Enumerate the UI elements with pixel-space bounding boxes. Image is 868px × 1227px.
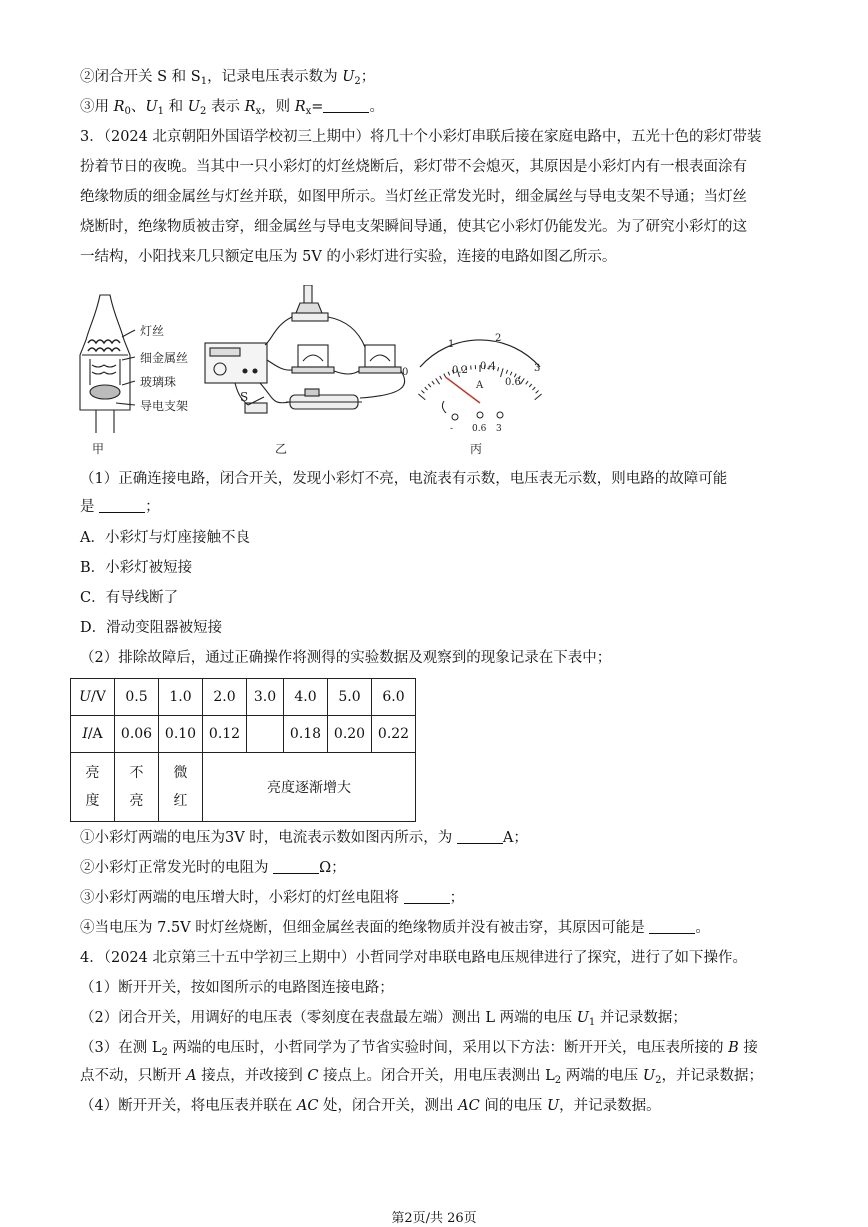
table-cell: 5.0 [328, 679, 372, 716]
dial-tick [520, 378, 524, 384]
dial-tick [428, 384, 431, 387]
option-d: D．滑动变阻器被短接 [80, 620, 223, 636]
option-b: B．小彩灯被短接 [80, 560, 193, 576]
dial-tick [526, 381, 528, 384]
data-table [70, 678, 416, 822]
table-row-brightness [71, 753, 416, 822]
q3-text-line-2: 扮着节日的夜晚。当其中一只小彩灯的灯丝烧断后，彩灯带不会熄灭，其原因是小彩灯内有一根表面涂有 [80, 159, 747, 175]
dial-tick [418, 394, 425, 400]
ammeter-needle [446, 377, 480, 403]
caption-a: 甲 [92, 442, 105, 456]
answer-line-3: ③小彩灯两端的电压增大时，小彩灯的灯丝电阻将 ； [80, 890, 465, 906]
answer-blank [273, 859, 319, 874]
q3-text-line-5: 一结构，小阳找来几只额定电压为 5V 的小彩灯进行实验，连接的电路如图乙所示。 [80, 249, 617, 265]
q3-text-line-3: 绝缘物质的细金属丝与灯丝并联，如图甲所示。当灯丝正常发光时，细金属丝与导电支架不导通；当灯丝 [80, 189, 747, 205]
q3-sub1-line2: 是 ； [80, 499, 160, 515]
label-filament: 灯丝 [140, 324, 165, 338]
step-2-line: ②闭合开关 S 和 $S_1$，记录电压表示数为 $U_2$； [80, 69, 376, 87]
switch-label: S [240, 390, 249, 404]
dial-unit: A [476, 380, 484, 391]
q4-step-1: （1）断开开关，按如图所示的电路图连接电路； [80, 980, 394, 996]
label-support: 导电支架 [140, 399, 189, 413]
answer-line-1: ①小彩灯两端的电压为3V 时，电流表示数如图丙所示，为 A； [80, 830, 528, 846]
experiment-figure [60, 285, 580, 460]
q3-text-line-1: 3．（2024 北京朝阳外国语学校初三上期中）将几十个小彩灯串联后接在家庭电路中，五光十色的彩灯带装 [80, 129, 762, 145]
table-cell: 0.18 [284, 716, 328, 753]
answer-line-2: ②小彩灯正常发光时的电阻为 Ω； [80, 860, 346, 876]
table-cell: 0.22 [372, 716, 416, 753]
caption-b: 乙 [275, 442, 288, 456]
table-cell: 0.20 [328, 716, 372, 753]
dial-right-1: 0.6 [505, 377, 521, 388]
dial-tick [444, 374, 446, 378]
dial-tick [425, 387, 428, 390]
step-3-line: ③用 $R_0$、$U_1$ 和 $U_2$ 表示 $R_x$，则 $R_x=$ 。 [80, 99, 384, 117]
dial-tick [536, 390, 539, 393]
dial-tick [421, 390, 424, 393]
table-header: U/V [71, 679, 115, 716]
table-row-current [71, 716, 416, 753]
answer-blank [649, 919, 695, 934]
table-cell: 微 红 [159, 753, 203, 822]
table-cell: 2.0 [203, 679, 247, 716]
bulb-diagram [80, 295, 135, 433]
option-a: A．小彩灯与灯座接触不良 [80, 530, 250, 546]
dial-mid-1: 0.2 [452, 365, 468, 376]
answer-blank [457, 829, 503, 844]
table-cell: 0.06 [115, 716, 159, 753]
dial-tick [498, 367, 499, 371]
caption-c: 丙 [470, 442, 483, 456]
table-cell: 0.12 [203, 716, 247, 753]
table-cell: 0.5 [115, 679, 159, 716]
dial-tick [501, 368, 504, 377]
q3-sub1-line1: （1）正确连接电路，闭合开关，发现小彩灯不亮，电流表有示数，电压表无示数，则电路的故障可能 [80, 471, 728, 487]
table-header: 亮 度 [71, 753, 115, 822]
dial-mid-2: 0.4 [480, 361, 496, 372]
table-row-voltage [71, 679, 416, 716]
answer-blank [323, 98, 369, 113]
term-06: 0.6 [472, 424, 487, 434]
option-c: C．有导线断了 [80, 590, 179, 606]
dial-tick [436, 378, 440, 384]
dial-tick [440, 376, 442, 379]
q4-step-4: （4）断开开关，将电压表并联在 AC 处，闭合开关，测出 AC 间的电压 U，并记录数据。 [80, 1098, 661, 1114]
table-cell: 不 亮 [115, 753, 159, 822]
answer-line-4: ④当电压为 7.5V 时灯丝烧断，但细金属丝表面的绝缘物质并没有被击穿，其原因可能是 。 [80, 920, 710, 936]
dial-tick [535, 394, 542, 400]
answer-blank [99, 498, 145, 513]
dial-tick [506, 370, 507, 374]
term-3: 3 [496, 424, 502, 434]
table-cell [247, 716, 284, 753]
table-cell: 0.10 [159, 716, 203, 753]
q4-step-3-line1: （3）在测 $L_2$ 两端的电压时，小哲同学为了节省实验时间，采用以下方法：断开开关，电压表所接的 B 接 [80, 1040, 758, 1058]
table-cell: 3.0 [247, 679, 284, 716]
q3-text-line-4: 烧断时，绝缘物质被击穿，细金属丝与导电支架瞬间导通，使其它小彩灯仍能发光。为了研究小彩灯的这 [80, 219, 747, 235]
table-cell: 亮度逐渐增大 [203, 753, 416, 822]
dial-top-2: 2 [495, 333, 502, 344]
dial-tick [448, 372, 450, 376]
q4-step-2: （2）闭合开关，用调好的电压表（零刻度在表盘最左端）测出 L 两端的电压 $U_1$ 并记录数据； [80, 1010, 687, 1028]
label-glass-bead: 玻璃珠 [140, 375, 177, 389]
table-cell: 1.0 [159, 679, 203, 716]
circuit-diagram [205, 285, 405, 413]
page-footer: 第2页/共 26页 [391, 1211, 477, 1226]
dial-top-1: 1 [448, 339, 455, 350]
dial-tick [510, 372, 512, 376]
table-cell: 4.0 [284, 679, 328, 716]
dial-zero: 0 [402, 367, 409, 378]
dial-tick [432, 381, 434, 384]
q3-sub2: （2）排除故障后，通过正确操作将测得的实验数据及观察到的现象记录在下表中； [80, 650, 612, 666]
table-cell: 6.0 [372, 679, 416, 716]
label-fine-wire: 细金属丝 [140, 351, 189, 365]
q4-text-line-1: 4．（2024 北京第三十五中学初三上期中）小哲同学对串联电路电压规律进行了探究，进行了如下操作。 [80, 950, 747, 966]
table-header: I/A [71, 716, 115, 753]
q4-step-3-line2: 点不动，只断开 A 接点，并改接到 C 接点上。闭合开关，用电压表测出 $L_2$ 两端的电压 $U_2$，并记录数据； [80, 1068, 763, 1086]
term-neg: - [450, 424, 454, 434]
dial-tick [529, 384, 532, 387]
answer-blank [404, 889, 450, 904]
dial-tick [532, 387, 535, 390]
dial-right-2: 3 [534, 363, 541, 374]
